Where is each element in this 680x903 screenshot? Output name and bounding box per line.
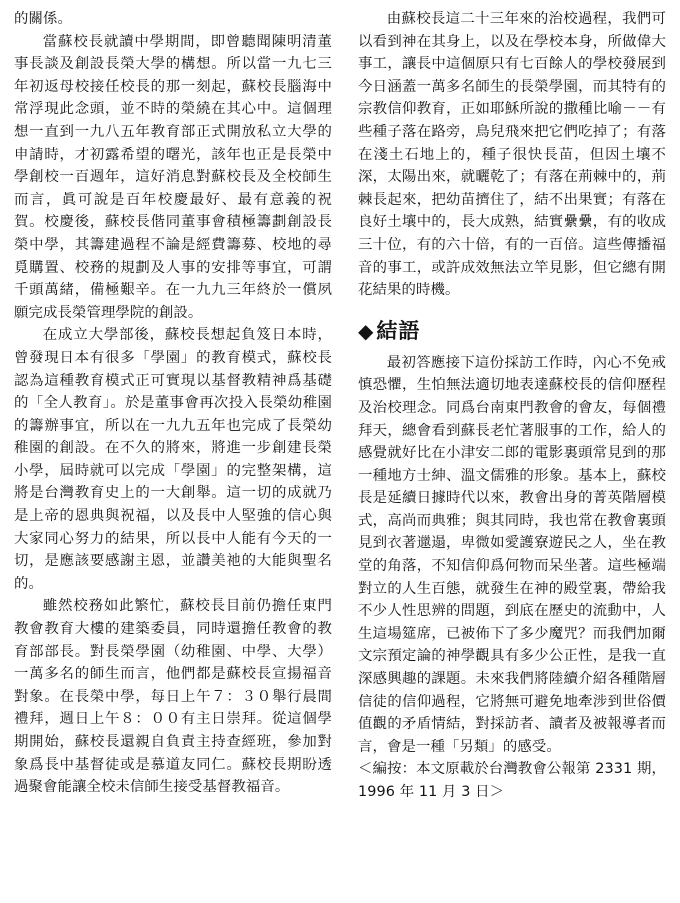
paragraph-conclusion: 最初答應接下這份採訪工作時，內心不免戒慎恐懼，生怕無法適切地表達蘇校長的信仰歷程及治校理念。同爲台南東門教會的會友，每個禮拜天，總會看到蘇長老忙著服事的工作，給人的感覺就好比在小津安二郎的電影裏頭常見到的那一種地方士紳、溫文儒雅的形象。基本上，蘇校長是延續日據時代以來，教會出身的菁英階層模式，高尚而典雅；與其同時，我也常在教會裏頭見到衣著邋遢，卑微如愛護寮遊民之人，坐在教堂的角落，不知信仰爲何物而呆坐著。這些極端對立的人生百態，就發生在神的殿堂裏，帶給我不少人性思辨的問題，到底在歷史的流動中，人生這場筵席，已被佈下了多少魔咒？而我們加爾文宗預定論的神學觀具有多少公正性，是我一直深感興趣的課題。未來我們將陸續介紹各種階層信徒的信仰過程，它將無可避免地牽涉到世俗價值觀的矛盾情結，對採訪者、讀者及被報導者而言，會是一種「另類」的感受。 — [358, 354, 666, 755]
editor-note: ＜編按：本文原載於台灣教會公報第 2331 期，1996 年 11 月 3 日＞ — [358, 761, 666, 800]
right-column — [358, 8, 666, 804]
section-heading-conclusion — [358, 318, 666, 344]
continuation-line: 的關係。 — [14, 11, 72, 27]
paragraph-university-founding: 當蘇校長就讀中學期間，即曾聽聞陳明清董事長談及創設長榮大學的構想。所以當一九七三年初返母校接任校長的那一刻起，蘇校長腦海中常浮現此念頭，並不時的榮繞在其心中。這個理想一直到一九八五年教育部正式開放私立大學的申請時，才初露希望的曙光，該年也正是長榮中學創校一百週年，這好消息對蘇校長及全校師生而言，眞可說是百年校慶最好、最有意義的祝賀。校慶後，蘇校長偕同董事會積極籌劃創設長榮中學，其籌建過程不論是經費籌募、校地的尋覓購置、校務的規劃及人事的安排等事宜，可謂千頭萬緒，備極艱辛。在一九九三年終於一償夙願完成長榮管理學院的創設。 — [14, 33, 332, 321]
paragraph-church-service: 雖然校務如此繁忙，蘇校長目前仍擔任東門教會教育大樓的建築委員，同時還擔任教會的教育部部長。對長榮學園（幼稚園、中學、大學）一萬多名的師生而言，他們都是蘇校長宣揚福音對象。在長榮中學，每日上午７：３０舉行晨間禮拜，週日上午８：００有主日崇拜。從這個學期開始，蘇校長還親自負責主持查經班，參加對象爲長中基督徒或是慕道友同仁。蘇校長期盼透過聚會能讓全校未信師生接受基督教福音。 — [14, 598, 332, 796]
section-heading-text: 結語 — [376, 318, 421, 343]
diamond-bullet-icon: ◆ — [358, 318, 375, 343]
paragraph-gakuen-model: 在成立大學部後，蘇校長想起負笈日本時，曾發現日本有很多「學園」的教育模式，蘇校長認為這種教育模式正可實現以基督教精神爲基礎的「全人教育」。於是董事會再次投入長榮幼稚園的籌辦事宜，所以在一九九五年也完成了長榮幼稚園的創設。在不久的將來，將進一步創建長榮小學，屆時就可以完成「學園」的完整架構，這將是台灣教育史上的一大創舉。這一切的成就乃是上帝的恩典與祝福，以及長中人堅強的信心與大家同心努力的結果，所以長中人能有今天的一切，是應該要感謝主恩，並讚美祂的大能與聖名的。 — [14, 327, 332, 592]
left-column — [14, 8, 332, 799]
paragraph-sower-parable: 由蘇校長這二十三年來的治校過程，我們可以看到神在其身上，以及在學校本身，所做偉大事工，讓長中這個原只有七百餘人的學校發展到今日涵蓋一萬多名師生的長榮學園，而其特有的宗教信仰教育，正如耶穌所說的撒種比喻－－有些種子落在路旁，鳥兒飛來把它們吃掉了；有落在淺土石地上的，種子很快長苗，但因土壤不深，太陽出來，就曬乾了；有落在荊棘中的，荊棘長起來，把幼苗擠住了，結不出果實；有落在良好土壤中的，長大成熟，結實纍纍，有的收成三十位，有的六十倍，有的一百倍。這些傳播福音的事工，或許成效無法立竿見影，但它總有開花結果的時機。 — [358, 11, 666, 299]
